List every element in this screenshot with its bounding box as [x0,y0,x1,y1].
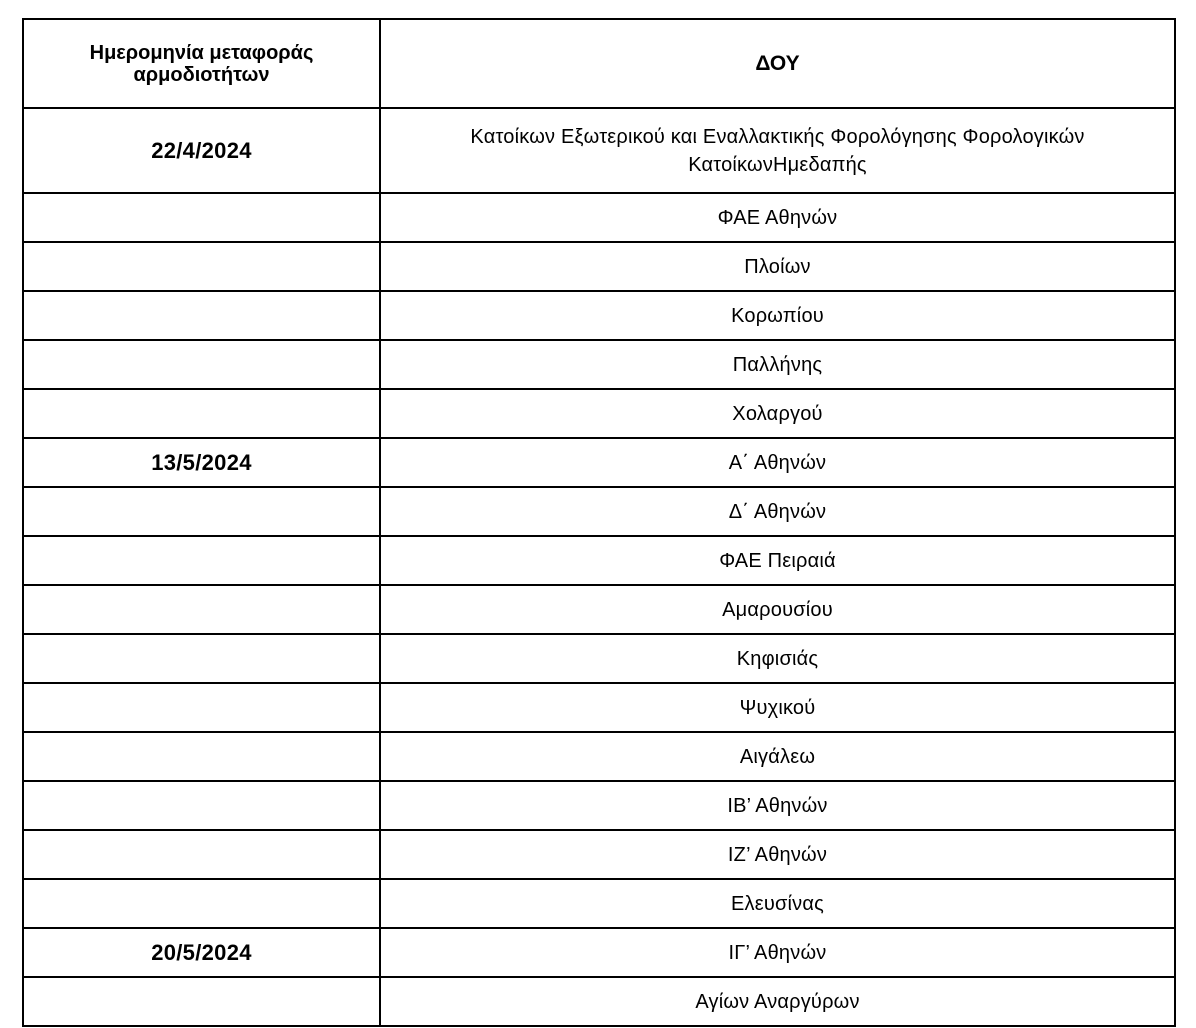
office-cell: Πλοίων [380,242,1175,291]
transfer-schedule-table [22,18,1176,1027]
table-row [23,781,1175,830]
office-cell: Ψυχικού [380,683,1175,732]
table-row [23,438,1175,487]
table-row [23,242,1175,291]
table-row [23,683,1175,732]
table-row [23,108,1175,193]
table-row [23,487,1175,536]
office-cell: ΙΓ’ Αθηνών [380,928,1175,977]
office-cell: Κορωπίου [380,291,1175,340]
table-row [23,879,1175,928]
office-cell: ΙΒ’ Αθηνών [380,781,1175,830]
office-cell: Δ΄ Αθηνών [380,487,1175,536]
office-cell: Κατοίκων Εξωτερικού και Εναλλακτικής Φορολόγησης Φορολογικών ΚατοίκωνΗμεδαπής [380,108,1175,193]
date-cell: 13/5/2024 [23,438,380,487]
office-cell: ΦΑΕ Αθηνών [380,193,1175,242]
office-cell: Ελευσίνας [380,879,1175,928]
office-cell: Α΄ Αθηνών [380,438,1175,487]
table-row [23,389,1175,438]
table-row [23,977,1175,1026]
table-header-row [23,19,1175,108]
table-row [23,340,1175,389]
date-cell [23,487,380,536]
date-cell [23,732,380,781]
office-cell: ΙΖ’ Αθηνών [380,830,1175,879]
date-cell [23,830,380,879]
table-row [23,291,1175,340]
table-row [23,193,1175,242]
column-header-office: ΔΟΥ [380,19,1175,108]
date-cell [23,634,380,683]
date-cell [23,193,380,242]
office-cell: Κηφισιάς [380,634,1175,683]
office-cell: Αγίων Αναργύρων [380,977,1175,1026]
date-cell [23,536,380,585]
date-cell [23,977,380,1026]
table-row [23,585,1175,634]
table-row [23,732,1175,781]
date-cell [23,585,380,634]
date-cell [23,879,380,928]
date-cell [23,389,380,438]
date-cell [23,340,380,389]
office-cell: Χολαργού [380,389,1175,438]
office-cell: Παλλήνης [380,340,1175,389]
column-header-date-line1: Ημερομηνία μεταφοράς [89,41,314,64]
date-cell [23,291,380,340]
office-cell: ΦΑΕ Πειραιά [380,536,1175,585]
table-row [23,928,1175,977]
date-cell [23,242,380,291]
table-row [23,634,1175,683]
table-row [23,830,1175,879]
column-header-date-line2: αρμοδιοτήτων [133,63,270,86]
office-cell: Αμαρουσίου [380,585,1175,634]
date-cell: 20/5/2024 [23,928,380,977]
office-cell: Αιγάλεω [380,732,1175,781]
date-cell [23,683,380,732]
date-cell [23,781,380,830]
date-cell: 22/4/2024 [23,108,380,193]
table-row [23,536,1175,585]
column-header-date [23,19,380,108]
